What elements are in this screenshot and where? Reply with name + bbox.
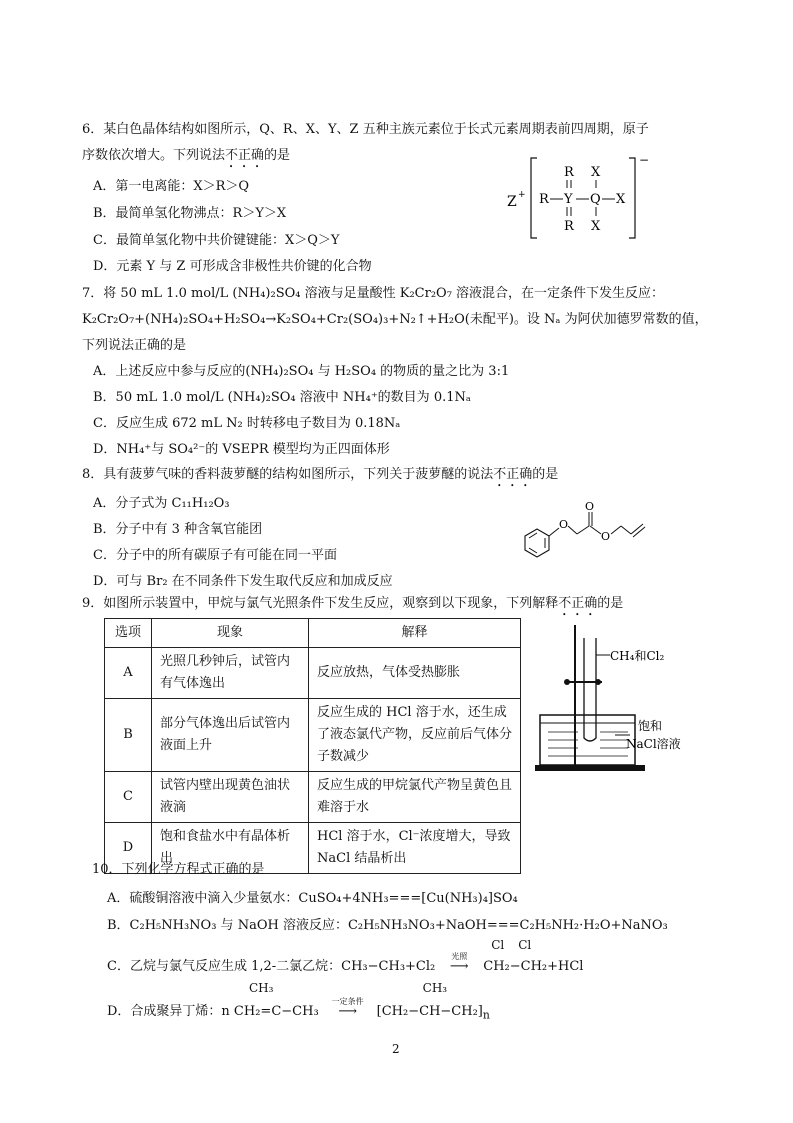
- q6-atom-r-bottom: R: [564, 219, 574, 234]
- q9-table: [104, 618, 521, 874]
- q10-d-arrow: 一定条件 ⟶: [319, 1003, 377, 1021]
- q9-row-c-explanation: 反应生成的甲烷氯代产物呈黄色且难溶于水: [309, 772, 521, 823]
- q8-bond-ch2-ch: [621, 526, 631, 534]
- q9-row-b-explanation: 反应生成的 HCl 溶于水，还生成了液态氯代产物，反应前后气体分子数减少: [309, 699, 521, 772]
- q9-stem-text: 9．如图所示装置中，甲烷与氯气光照条件下发生反应，观察到以下现象，下列解释: [82, 596, 559, 611]
- q9-row-d-phenomenon: 饱和食盐水中有晶体析出: [152, 823, 309, 874]
- q10-c-arrow: 光照 ⟶: [435, 958, 483, 976]
- q6-atom-r-top: R: [564, 165, 574, 180]
- q7-option-b: B．50 mL 1.0 mol/L (NH₄)₂SO₄ 溶液中 NH₄⁺的数目为 0.1Nₐ: [93, 390, 471, 405]
- q10-d-ch3-2: CH₃: [422, 981, 448, 995]
- q6-atom-r-left: R: [539, 192, 549, 207]
- q9-row-c-option: C: [105, 772, 152, 823]
- q8-bond-c-o: [590, 526, 601, 534]
- q8-bond-ring-o: [549, 528, 559, 536]
- q6-atom-x-bottom: X: [591, 219, 601, 234]
- q6-stem2-text: 序数依次增大。下列说法: [82, 148, 226, 163]
- q8-carbonyl-o: O: [585, 500, 595, 513]
- q8-stem: [82, 466, 558, 490]
- q10-d-n: n: [482, 1008, 490, 1022]
- q6-atom-y: Y: [564, 192, 573, 207]
- q10-c-cl-2: Cl: [518, 938, 532, 952]
- q7-stem-line1: 7．将 50 mL 1.0 mol/L (NH₄)₂SO₄ 溶液与足量酸性 K₂Cr₂O₇ 溶液混合，在一定条件下发生反应：: [82, 286, 665, 301]
- q8-option-a: A．分子式为 C₁₁H₁₂O₃: [93, 496, 230, 511]
- table-row: [105, 699, 521, 772]
- q9-row-c-phenomenon: 试管内壁出现黄色油状液滴: [152, 772, 309, 823]
- q9-base: [535, 765, 645, 771]
- q6-cation-charge: +: [518, 190, 526, 200]
- q9-row-a-option: A: [105, 648, 152, 699]
- page-number: 2: [392, 1042, 400, 1056]
- q7-option-c: C．反应生成 672 mL N₂ 时转移电子数目为 0.18Nₐ: [93, 416, 401, 431]
- q9-apparatus-figure: [530, 620, 700, 775]
- q8-bond-o-ch2: [568, 526, 577, 534]
- q9-row-d-option: D: [105, 823, 152, 874]
- q6-structure-figure: [505, 150, 655, 245]
- q9-clamp-knob-left: [564, 679, 570, 685]
- q9-header-row: [105, 619, 521, 648]
- q9-liquid-label-2: NaCl溶液: [626, 737, 681, 751]
- q9-stem: [82, 595, 623, 619]
- q9-row-a-phenomenon: 光照几秒钟后，试管内有气体逸出: [152, 648, 309, 699]
- q7-option-a: A．上述反应中参与反应的(NH₄)₂SO₄ 与 H₂SO₄ 的物质的量之比为 3:1: [93, 364, 510, 379]
- q8-ring-inner-1: [529, 533, 537, 538]
- q9-gas-label: CH₄和Cl₂: [610, 649, 665, 663]
- q10-c-product-text: CH₂−CH₂+HCl: [483, 959, 584, 974]
- q9-row-b-phenomenon: 部分气体逸出后试管内液面上升: [152, 699, 309, 772]
- q8-vinyl-a: [631, 524, 643, 534]
- q10-d-ch3-1: CH₃: [249, 981, 274, 995]
- q10-c-cl-1: Cl: [491, 938, 505, 952]
- q9-test-tube: [584, 638, 596, 741]
- q6-option-a: A．第一电离能：X＞R＞Q: [93, 179, 250, 194]
- q8-bond-o-ch2b: [611, 526, 621, 534]
- q7-stem-line3: 下列说法正确的是: [82, 338, 187, 353]
- q8-ester-o: O: [601, 530, 611, 543]
- q6-option-b: B．最简单氢化物沸点：R＞Y＞X: [93, 206, 287, 221]
- q9-header-phenomenon: 现象: [152, 619, 309, 648]
- q8-stem-text: 8．具有菠萝气味的香料菠萝醚的结构如图所示，下列关于菠萝醚的说法: [82, 467, 494, 482]
- q8-ring-inner-3: [529, 548, 537, 553]
- q10-c-condition: 光照: [451, 952, 468, 961]
- q10-option-c: [107, 938, 584, 976]
- q8-vinyl-b: [633, 527, 645, 537]
- q9-emphasis: 不正确: [558, 596, 598, 611]
- q6-option-c: C．最简单氢化物中共价键键能：X＞Q＞Y: [93, 233, 340, 248]
- q10-option-a: A．硫酸铜溶液中滴入少量氨水：CuSO₄+4NH₃===[Cu(NH₃)₄]SO₄: [107, 891, 518, 906]
- q6-option-d: D．元素 Y 与 Z 可形成含非极性共价键的化合物: [93, 259, 372, 274]
- q10-option-b: B．C₂H₅NH₃NO₃ 与 NaOH 溶液反应：C₂H₅NH₃NO₃+NaOH===C₂H₅NH₂·H₂O+NaNO₃: [107, 918, 668, 933]
- q8-option-b: B．分子中有 3 种含氧官能团: [93, 522, 263, 537]
- q8-emphasis: 不正确: [493, 467, 533, 482]
- q9-row-a-explanation: 反应放热，气体受热膨胀: [309, 648, 521, 699]
- q9-header-option: 选项: [105, 619, 152, 648]
- q6-anion-charge: −: [639, 153, 650, 167]
- q10-d-condition: 一定条件: [331, 997, 364, 1006]
- q9-liquid-label-1: 饱和: [638, 719, 663, 733]
- q10-stem: 10．下列化学方程式正确的是: [92, 862, 265, 877]
- q7-option-d: D．NH₄⁺与 SO₄²⁻的 VSEPR 模型均为正四面体形: [93, 442, 390, 457]
- q10-c-text: C．乙烷与氯气反应生成 1,2-二氯乙烷：CH₃−CH₃+Cl₂: [107, 959, 436, 974]
- q9-stem-tail: 的是: [597, 596, 624, 611]
- q6-left-bracket: [531, 158, 537, 238]
- q6-stem-line1: 6．某白色晶体结构如图所示，Q、R、X、Y、Z 五种主族元素位于长式元素周期表前四周期，原子: [82, 122, 649, 137]
- q8-ether-o: O: [559, 518, 569, 531]
- q8-bond-ch2-c: [577, 526, 589, 534]
- q6-atom-x-top: X: [591, 165, 601, 180]
- table-row: [105, 648, 521, 699]
- q10-d-reactant: [107, 981, 319, 1021]
- q6-stem2-tail: 的是: [264, 148, 291, 163]
- q9-header-explanation: 解释: [309, 619, 521, 648]
- q7-stem-line2: K₂Cr₂O₇+(NH₄)₂SO₄+H₂SO₄→K₂SO₄+Cr₂(SO₄)₃+N₂↑+H₂O(未配平)。设 Nₐ 为阿伏加德罗常数的值，: [82, 312, 708, 327]
- q8-stem-tail: 的是: [532, 467, 559, 482]
- table-row: [105, 772, 521, 823]
- q6-atom-q: Q: [590, 192, 601, 207]
- q9-row-d-explanation: HCl 溶于水，Cl⁻浓度增大，导致 NaCl 结晶析出: [309, 823, 521, 874]
- q10-c-product: [483, 938, 584, 976]
- q8-pineapple-ether-structure: [515, 498, 695, 568]
- q10-option-d: [107, 981, 490, 1025]
- q6-atom-x-right: X: [616, 192, 626, 207]
- q9-liquid-hatching: [548, 732, 628, 756]
- q10-d-product: [376, 981, 490, 1025]
- q6-cation-z: Z: [507, 194, 517, 210]
- q9-row-b-option: B: [105, 699, 152, 772]
- q10-d-product-text: [CH₂−CH−CH₂]: [376, 1004, 483, 1019]
- q6-stem-line2: [82, 147, 290, 171]
- q8-option-d: D．可与 Br₂ 在不同条件下发生取代反应和加成反应: [93, 574, 393, 589]
- q8-option-c: C．分子中的所有碳原子有可能在同一平面: [93, 548, 337, 563]
- q6-emphasis: 不正确: [225, 148, 265, 163]
- q10-d-text: D．合成聚异丁烯：n CH₂=C−CH₃: [107, 1004, 319, 1019]
- q6-right-bracket: [629, 158, 635, 238]
